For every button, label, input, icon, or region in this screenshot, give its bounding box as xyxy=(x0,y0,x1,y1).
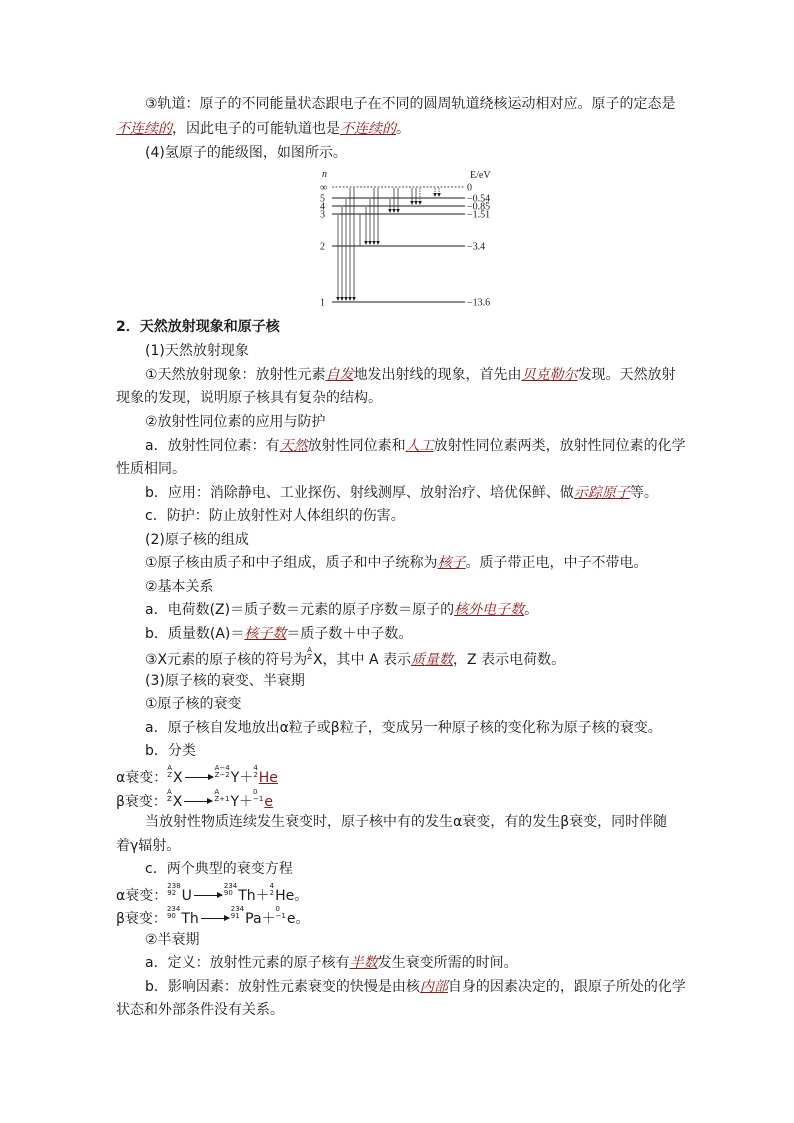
paragraph-orbit-cont: 不连续的，因此电子的可能轨道也是不连续的。 xyxy=(116,121,410,137)
paragraph: a．放射性同位素：有天然放射性同位素和人工放射性同位素两类，放射性同位素的化学 xyxy=(145,438,686,454)
transition-arrows xyxy=(336,188,441,301)
beta-decay-example: β衰变：234 90 Th234 91 Pa＋0 −1e。 xyxy=(116,905,310,927)
hydrogen-energy-level-diagram xyxy=(310,168,520,310)
reaction-arrow xyxy=(184,801,212,802)
paragraph: c．两个典型的衰变方程 xyxy=(145,861,293,877)
level-n-label: 2 xyxy=(320,241,325,253)
fill-answer: 不连续的 xyxy=(340,121,396,137)
arrow-head xyxy=(344,297,348,301)
fill-answer: 核子数 xyxy=(244,626,287,642)
level-energy-label: −13.6 xyxy=(467,297,491,309)
reaction-arrow xyxy=(194,895,222,896)
mass-charge-superscript: A Z xyxy=(307,646,312,661)
subheading: (1)天然放射现象 xyxy=(145,343,249,359)
n-axis-label: n xyxy=(322,169,327,180)
subheading: (2)原子核的组成 xyxy=(145,532,249,548)
level-n-label: 5 xyxy=(320,193,325,205)
paragraph: ③X元素的原子核的符号为A ZX，其中 A 表示质量数，Z 表示电荷数。 xyxy=(145,646,566,668)
level-energy-label: −1.51 xyxy=(467,209,491,221)
paragraph: b．影响因素：放射性元素衰变的快慢是由核内部自身的因素决定的，跟原子所处的化学 xyxy=(145,979,686,995)
paragraph-cont: 性质相同。 xyxy=(116,461,186,477)
fill-answer: 贝克勒尔 xyxy=(521,367,578,383)
subheading: ②基本关系 xyxy=(145,579,214,595)
level-lines xyxy=(320,183,490,309)
alpha-decay-example: α衰变：238 92 U234 90 Th＋4 2He。 xyxy=(116,882,309,904)
fill-answer: 天然 xyxy=(279,438,308,454)
level-energy-label: −0.54 xyxy=(467,193,491,205)
fill-answer: 核子 xyxy=(437,555,466,571)
paragraph-cont: 着γ辐射。 xyxy=(116,838,181,854)
fill-answer: 示踪原子 xyxy=(573,485,630,501)
paragraph: a．定义：放射性元素的原子核有半数发生衰变所需的时间。 xyxy=(145,955,518,971)
subheading: (3)原子核的衰变、半衰期 xyxy=(145,673,305,689)
fill-answer: 核外电子数 xyxy=(454,602,525,618)
fill-answer: He xyxy=(258,770,278,786)
paragraph: b．应用：消除静电、工业探伤、射线测厚、放射治疗、培优保鲜、做示踪原子等。 xyxy=(145,485,658,501)
level-energy-label: −3.4 xyxy=(467,241,486,253)
paragraph: c．防护：防止放射性对人体组织的伤害。 xyxy=(145,508,405,524)
arrow-head xyxy=(340,297,344,301)
arrow-head xyxy=(336,297,340,301)
paragraph-cont: 现象的发现，说明原子核具有复杂的结构。 xyxy=(116,390,382,406)
fill-answer: 质量数 xyxy=(411,652,454,668)
arrow-head xyxy=(372,241,376,245)
arrow-head xyxy=(410,201,414,205)
arrow-head xyxy=(437,193,441,197)
fill-answer: 内部 xyxy=(419,979,448,995)
subheading: ②半衰期 xyxy=(145,932,200,948)
arrow-head xyxy=(364,241,368,245)
paragraph: ①天然放射现象：放射性元素自发地发出射线的现象，首先由贝克勒尔发现。天然放射 xyxy=(145,367,676,383)
arrow-head xyxy=(433,193,437,197)
arrow-head xyxy=(352,297,356,301)
paragraph: a．原子核自发地放出α粒子或β粒子，变成另一种原子核的变化称为原子核的衰变。 xyxy=(145,720,662,736)
level-n-label: 1 xyxy=(320,297,325,309)
level-energy-label: 0 xyxy=(467,182,472,194)
alpha-decay-general: α衰变：A ZXA−4 Z−2Y＋4 2He xyxy=(116,764,278,786)
arrow-head xyxy=(388,209,392,213)
paragraph: ①原子核由质子和中子组成，质子和中子统称为核子。质子带正电，中子不带电。 xyxy=(145,555,648,571)
paragraph-cont: 状态和外部条件没有关系。 xyxy=(116,1002,284,1018)
arrow-head xyxy=(368,241,372,245)
fill-answer: 自发 xyxy=(325,367,354,383)
paragraph: a．电荷数(Z)＝质子数＝元素的原子序数＝原子的核外电子数。 xyxy=(145,602,539,618)
arrow-head xyxy=(348,297,352,301)
paragraph-energy-levels: (4)氢原子的能级图，如图所示。 xyxy=(145,145,347,161)
level-energy-label: −0.85 xyxy=(467,201,491,213)
section-heading-natural-radioactivity: 2．天然放射现象和原子核 xyxy=(116,319,280,335)
subheading: ①原子核的衰变 xyxy=(145,696,242,712)
fill-answer: e xyxy=(264,794,273,810)
arrow-head xyxy=(376,241,380,245)
level-n-label: ∞ xyxy=(320,182,328,194)
subheading: ②放射性同位素的应用与防护 xyxy=(145,414,326,430)
arrow-head xyxy=(418,201,422,205)
beta-decay-general: β衰变：A ZXA Z+1Y＋0 −1e xyxy=(116,788,273,810)
level-n-label: 3 xyxy=(320,209,325,221)
reaction-arrow xyxy=(201,918,229,919)
arrow-head xyxy=(392,209,396,213)
paragraph-orbit: ③轨道：原子的不同能量状态跟电子在不同的圆周轨道绕核运动相对应。原子的定态是 xyxy=(145,96,676,112)
paragraph: 当放射性物质连续发生衰变时，原子核中有的发生α衰变，有的发生β衰变，同时伴随 xyxy=(145,814,668,830)
level-n-label: 4 xyxy=(320,201,325,213)
reaction-arrow xyxy=(185,777,213,778)
paragraph: b．质量数(A)＝核子数＝质子数＋中子数。 xyxy=(145,626,413,642)
arrow-head xyxy=(414,201,418,205)
fill-answer: 半数 xyxy=(349,955,378,971)
fill-answer: 人工 xyxy=(405,438,434,454)
energy-axis-label: E/eV xyxy=(470,170,491,181)
fill-answer: 不连续的 xyxy=(116,121,172,137)
arrow-head xyxy=(396,209,400,213)
paragraph: b．分类 xyxy=(145,743,196,759)
